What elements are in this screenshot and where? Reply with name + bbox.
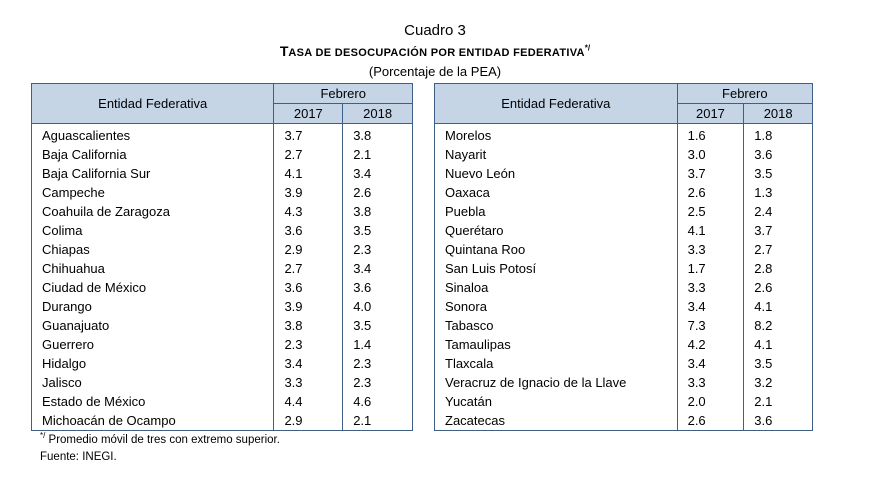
table-row bbox=[435, 183, 813, 202]
value-2018-cell: 3.6 bbox=[343, 278, 413, 297]
table-row bbox=[32, 240, 413, 259]
year-2017-header: 2017 bbox=[274, 104, 343, 124]
value-2018-cell: 3.4 bbox=[343, 259, 413, 278]
table-row bbox=[32, 221, 413, 240]
value-2017-cell: 4.4 bbox=[274, 392, 343, 411]
value-2018-cell: 3.8 bbox=[343, 124, 413, 146]
value-2017-cell: 1.6 bbox=[677, 124, 744, 146]
table-row bbox=[32, 354, 413, 373]
entity-cell: Aguascalientes bbox=[32, 124, 274, 146]
value-2018-cell: 2.8 bbox=[744, 259, 813, 278]
table-row bbox=[32, 278, 413, 297]
value-2018-cell: 3.2 bbox=[744, 373, 813, 392]
value-2018-cell: 2.3 bbox=[343, 354, 413, 373]
unemployment-table-right bbox=[434, 83, 813, 431]
value-2018-cell: 2.1 bbox=[343, 411, 413, 431]
value-2018-cell: 2.1 bbox=[744, 392, 813, 411]
value-2018-cell: 4.0 bbox=[343, 297, 413, 316]
entity-cell: Campeche bbox=[32, 183, 274, 202]
value-2017-cell: 4.2 bbox=[677, 335, 744, 354]
value-2018-cell: 2.1 bbox=[343, 145, 413, 164]
table-row bbox=[435, 411, 813, 431]
table-row bbox=[435, 164, 813, 183]
value-2017-cell: 3.3 bbox=[677, 373, 744, 392]
value-2018-cell: 4.6 bbox=[343, 392, 413, 411]
value-2018-cell: 3.7 bbox=[744, 221, 813, 240]
entity-cell: Zacatecas bbox=[435, 411, 678, 431]
value-2017-cell: 3.4 bbox=[274, 354, 343, 373]
table-body-left bbox=[32, 124, 413, 431]
entity-cell: Guanajuato bbox=[32, 316, 274, 335]
table-row bbox=[435, 335, 813, 354]
value-2017-cell: 2.9 bbox=[274, 411, 343, 431]
value-2017-cell: 3.7 bbox=[274, 124, 343, 146]
footnote-mark: */ bbox=[40, 431, 46, 440]
entity-cell: Ciudad de México bbox=[32, 278, 274, 297]
entity-cell: Chiapas bbox=[32, 240, 274, 259]
table-row bbox=[32, 124, 413, 146]
year-2018-header: 2018 bbox=[744, 104, 813, 124]
table-row bbox=[32, 411, 413, 431]
value-2018-cell: 2.3 bbox=[343, 240, 413, 259]
entity-cell: Colima bbox=[32, 221, 274, 240]
table-row bbox=[32, 335, 413, 354]
value-2018-cell: 2.6 bbox=[343, 183, 413, 202]
entity-cell: Quintana Roo bbox=[435, 240, 678, 259]
entity-cell: Tamaulipas bbox=[435, 335, 678, 354]
value-2017-cell: 2.0 bbox=[677, 392, 744, 411]
entity-cell: Yucatán bbox=[435, 392, 678, 411]
value-2017-cell: 3.0 bbox=[677, 145, 744, 164]
value-2017-cell: 7.3 bbox=[677, 316, 744, 335]
entity-column-header: Entidad Federativa bbox=[435, 84, 678, 124]
table-row bbox=[32, 145, 413, 164]
table-row bbox=[32, 183, 413, 202]
value-2018-cell: 3.5 bbox=[343, 221, 413, 240]
table-row bbox=[32, 164, 413, 183]
table-row bbox=[32, 392, 413, 411]
entity-cell: Estado de México bbox=[32, 392, 274, 411]
entity-cell: Baja California bbox=[32, 145, 274, 164]
value-2017-cell: 4.1 bbox=[677, 221, 744, 240]
value-2018-cell: 3.8 bbox=[343, 202, 413, 221]
entity-cell: Nuevo León bbox=[435, 164, 678, 183]
entity-cell: Morelos bbox=[435, 124, 678, 146]
table-subtitle: (Porcentaje de la PEA) bbox=[368, 64, 502, 79]
table-row bbox=[32, 316, 413, 335]
value-2017-cell: 3.3 bbox=[677, 240, 744, 259]
value-2017-cell: 3.9 bbox=[274, 297, 343, 316]
value-2018-cell: 3.6 bbox=[744, 145, 813, 164]
entity-cell: Sinaloa bbox=[435, 278, 678, 297]
value-2018-cell: 3.5 bbox=[744, 164, 813, 183]
unemployment-table-left bbox=[31, 83, 413, 431]
value-2017-cell: 2.5 bbox=[677, 202, 744, 221]
value-2017-cell: 4.1 bbox=[274, 164, 343, 183]
entity-column-header: Entidad Federativa bbox=[32, 84, 274, 124]
table-row bbox=[435, 373, 813, 392]
table-body-right bbox=[435, 124, 813, 431]
entity-cell: Jalisco bbox=[32, 373, 274, 392]
table-row bbox=[435, 278, 813, 297]
year-2018-header: 2018 bbox=[343, 104, 413, 124]
value-2017-cell: 2.6 bbox=[677, 183, 744, 202]
table-row bbox=[435, 316, 813, 335]
year-2017-header: 2017 bbox=[677, 104, 744, 124]
entity-cell: Tlaxcala bbox=[435, 354, 678, 373]
value-2017-cell: 2.6 bbox=[677, 411, 744, 431]
value-2017-cell: 2.7 bbox=[274, 259, 343, 278]
value-2017-cell: 2.3 bbox=[274, 335, 343, 354]
cuadro-label: Cuadro 3 bbox=[404, 22, 466, 39]
value-2017-cell: 2.9 bbox=[274, 240, 343, 259]
table-title bbox=[0, 43, 870, 59]
value-2017-cell: 2.7 bbox=[274, 145, 343, 164]
value-2018-cell: 3.6 bbox=[744, 411, 813, 431]
title-rest: ASA DE DESOCUPACIÓN POR ENTIDAD FEDERATIVA bbox=[288, 47, 585, 59]
value-2017-cell: 3.3 bbox=[274, 373, 343, 392]
value-2018-cell: 4.1 bbox=[744, 297, 813, 316]
value-2017-cell: 3.6 bbox=[274, 221, 343, 240]
value-2017-cell: 1.7 bbox=[677, 259, 744, 278]
table-row bbox=[435, 221, 813, 240]
value-2018-cell: 1.3 bbox=[744, 183, 813, 202]
table-row bbox=[435, 392, 813, 411]
title-initial: T bbox=[279, 43, 289, 59]
table-row bbox=[32, 373, 413, 392]
table-row bbox=[32, 297, 413, 316]
value-2018-cell: 2.3 bbox=[343, 373, 413, 392]
value-2018-cell: 3.5 bbox=[343, 316, 413, 335]
value-2018-cell: 4.1 bbox=[744, 335, 813, 354]
value-2017-cell: 3.6 bbox=[274, 278, 343, 297]
table-row bbox=[435, 259, 813, 278]
entity-cell: Guerrero bbox=[32, 335, 274, 354]
table-row bbox=[435, 354, 813, 373]
value-2017-cell: 3.8 bbox=[274, 316, 343, 335]
entity-cell: Oaxaca bbox=[435, 183, 678, 202]
value-2017-cell: 3.3 bbox=[677, 278, 744, 297]
entity-cell: Tabasco bbox=[435, 316, 678, 335]
value-2017-cell: 4.3 bbox=[274, 202, 343, 221]
table-row bbox=[435, 145, 813, 164]
value-2018-cell: 3.4 bbox=[343, 164, 413, 183]
entity-cell: Michoacán de Ocampo bbox=[32, 411, 274, 431]
entity-cell: Coahuila de Zaragoza bbox=[32, 202, 274, 221]
value-2017-cell: 3.9 bbox=[274, 183, 343, 202]
table-row bbox=[32, 202, 413, 221]
value-2018-cell: 2.7 bbox=[744, 240, 813, 259]
source-note: Fuente: INEGI. bbox=[40, 451, 117, 463]
value-2018-cell: 2.4 bbox=[744, 202, 813, 221]
value-2018-cell: 8.2 bbox=[744, 316, 813, 335]
entity-cell: Sonora bbox=[435, 297, 678, 316]
value-2017-cell: 3.4 bbox=[677, 297, 744, 316]
month-column-header: Febrero bbox=[274, 84, 413, 104]
value-2018-cell: 1.4 bbox=[343, 335, 413, 354]
table-row bbox=[435, 240, 813, 259]
table-row bbox=[32, 259, 413, 278]
entity-cell: Chihuahua bbox=[32, 259, 274, 278]
entity-cell: Baja California Sur bbox=[32, 164, 274, 183]
table-row bbox=[435, 124, 813, 146]
entity-cell: Nayarit bbox=[435, 145, 678, 164]
entity-cell: Querétaro bbox=[435, 221, 678, 240]
footnote-text: Promedio móvil de tres con extremo superior. bbox=[45, 433, 280, 446]
entity-cell: Durango bbox=[32, 297, 274, 316]
footnote bbox=[40, 431, 280, 446]
value-2018-cell: 3.5 bbox=[744, 354, 813, 373]
month-column-header: Febrero bbox=[677, 84, 812, 104]
entity-cell: San Luis Potosí bbox=[435, 259, 678, 278]
entity-cell: Veracruz de Ignacio de la Llave bbox=[435, 373, 678, 392]
value-2017-cell: 3.4 bbox=[677, 354, 744, 373]
value-2018-cell: 2.6 bbox=[744, 278, 813, 297]
value-2017-cell: 3.7 bbox=[677, 164, 744, 183]
title-footnote-mark: */ bbox=[584, 43, 591, 53]
table-row bbox=[435, 297, 813, 316]
entity-cell: Puebla bbox=[435, 202, 678, 221]
table-row bbox=[435, 202, 813, 221]
value-2018-cell: 1.8 bbox=[744, 124, 813, 146]
entity-cell: Hidalgo bbox=[32, 354, 274, 373]
